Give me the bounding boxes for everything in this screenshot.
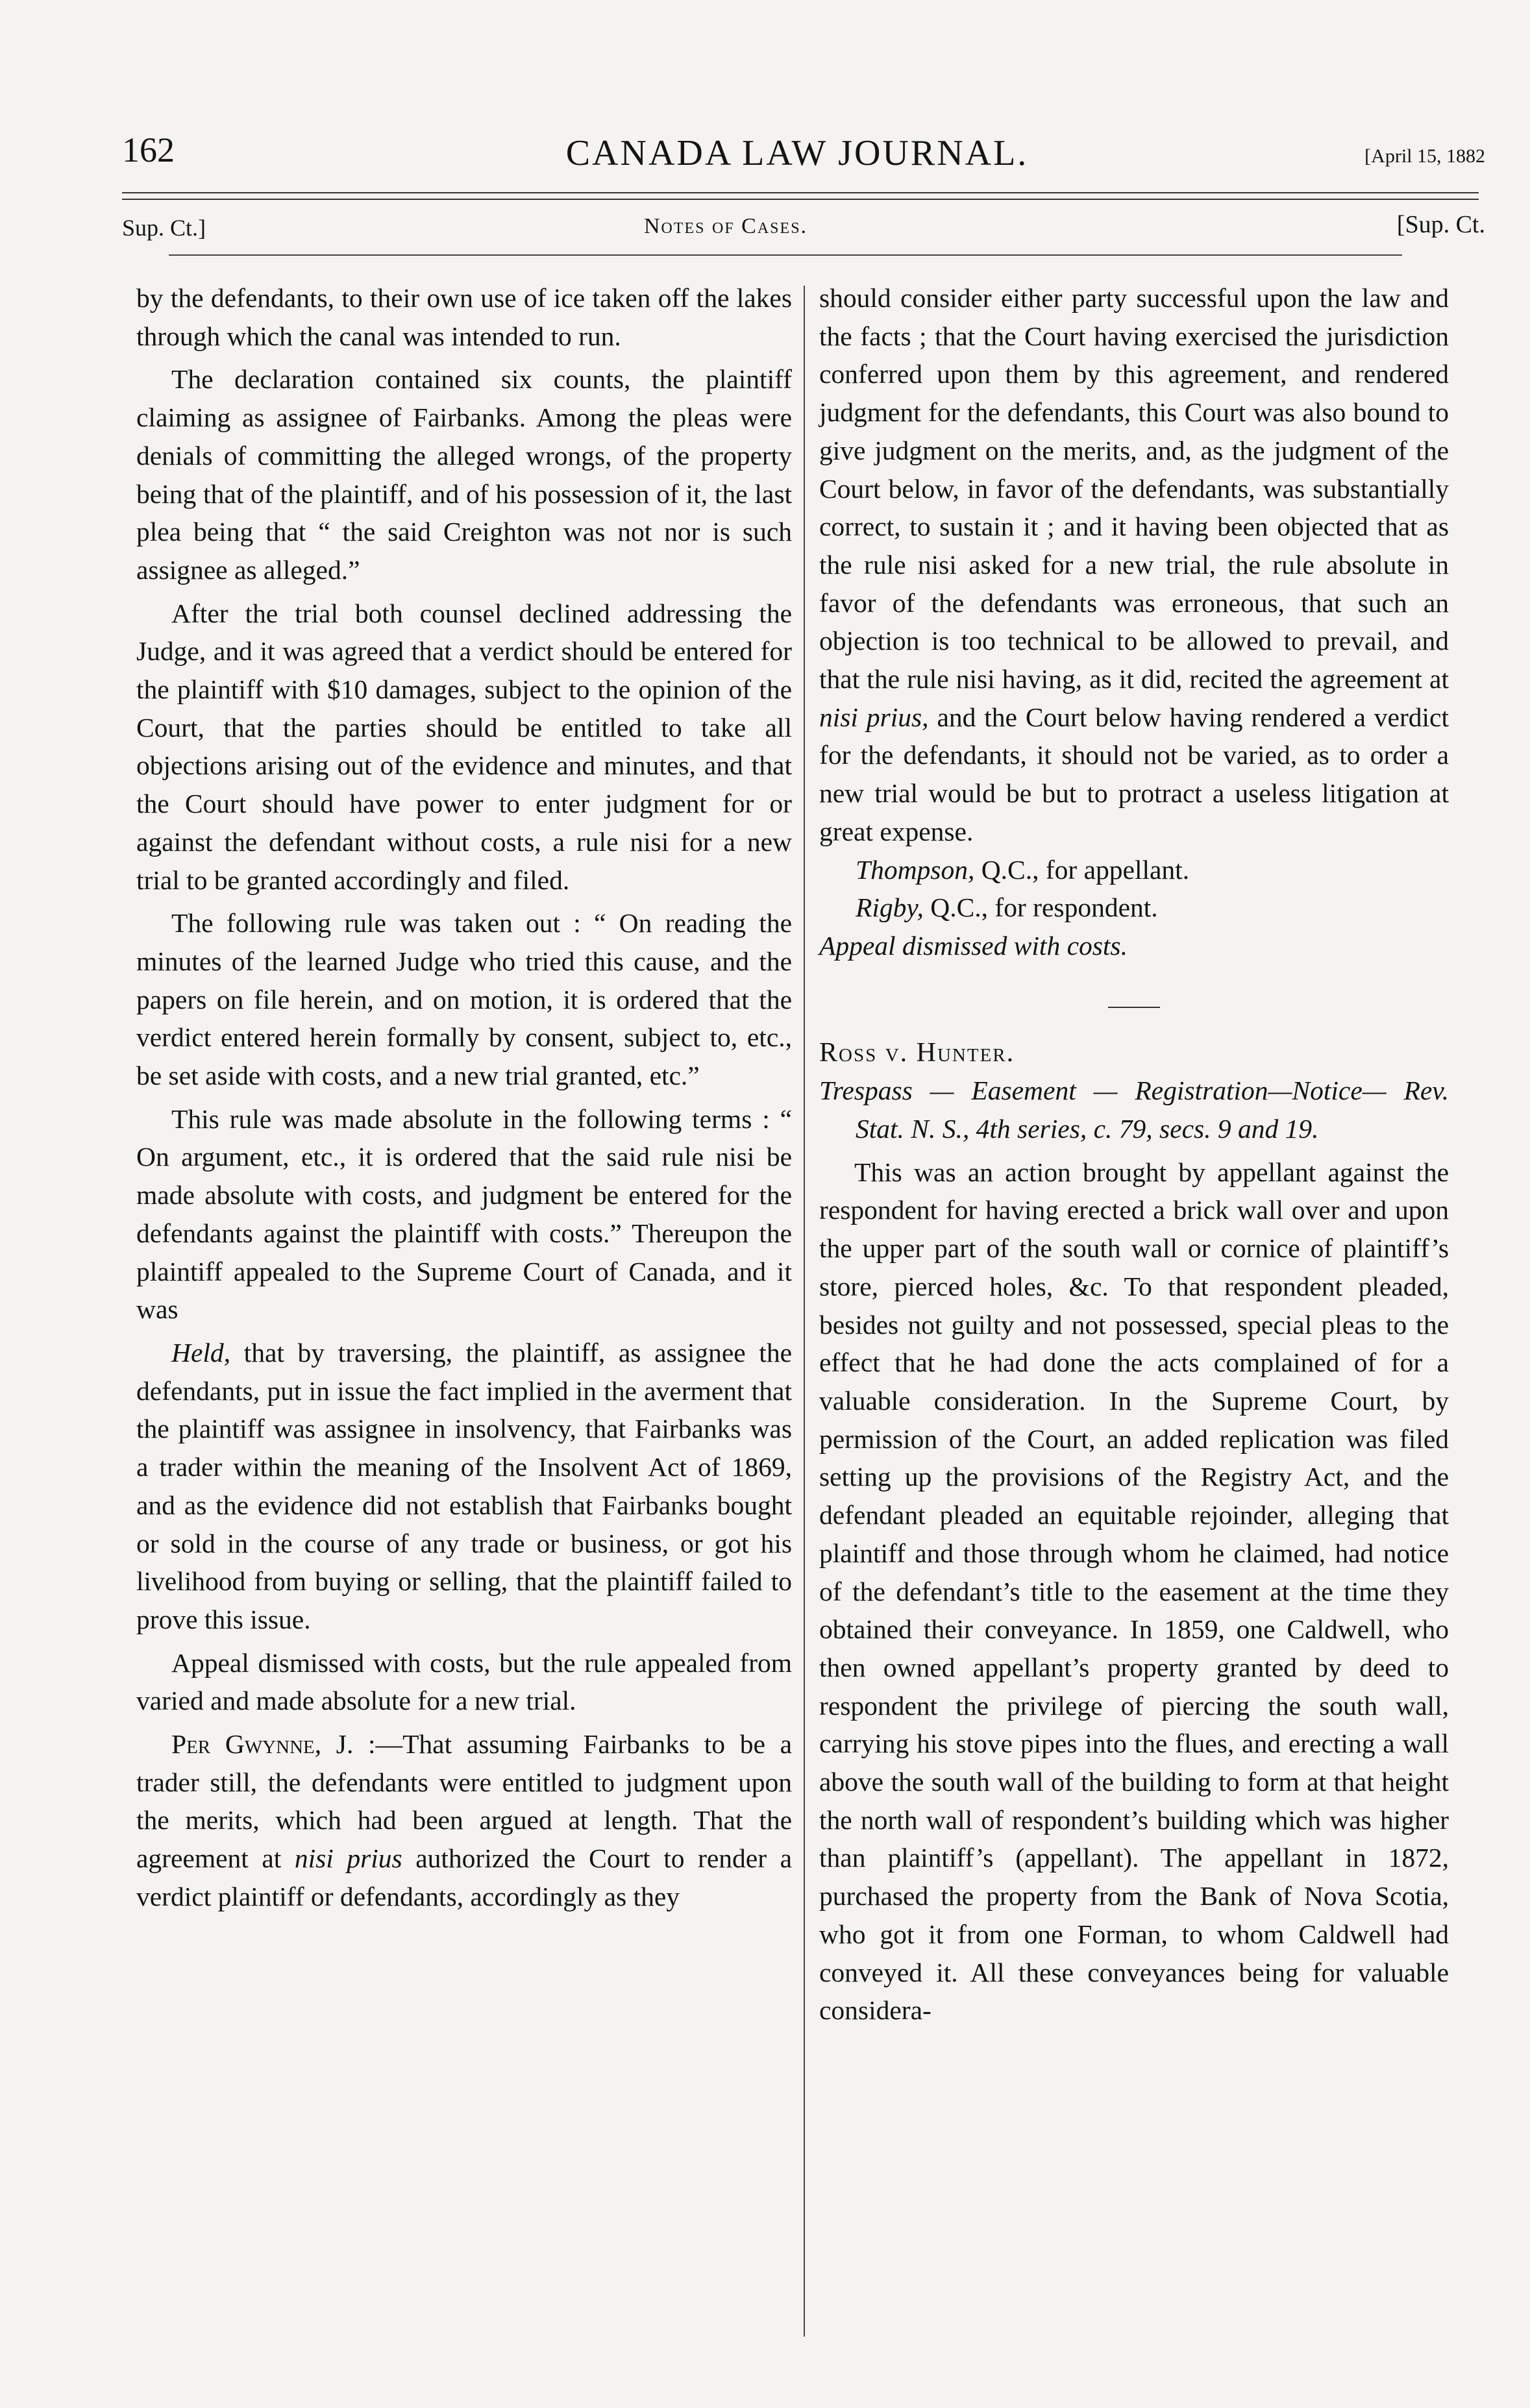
paragraph: The following rule was taken out : “ On reading the minutes of the learned Judge who tried this cause, and the papers on file herein, and on motion, it is ordered that the verdict entered herein formally by consent, subject to, etc., be set aside with costs, and a new trial granted, etc.” — [136, 908, 792, 1091]
header-rule — [122, 192, 1479, 193]
counsel-line — [819, 851, 1449, 889]
left-column — [136, 279, 792, 1916]
paragraph: Appeal dismissed with costs, but the rule appealed from varied and made absolute for a new trial. — [136, 1647, 792, 1716]
header-rule — [122, 199, 1479, 200]
counsel-role: Q.C., for respondent. — [923, 892, 1158, 923]
paragraph — [819, 279, 1449, 851]
paragraph: This rule was made absolute in the following terms : “ On argument, etc., it is ordered that the said rule nisi be made absolute with costs, and judgment be entered for the defendants against the plaintiff with costs.” Thereupon the plaintiff appealed to the Supreme Court of Canada, and it was — [136, 1103, 792, 1325]
held-lead: Held, — [171, 1337, 231, 1368]
running-head — [122, 130, 1485, 182]
paragraph: This was an action brought by appellant against the respondent for having erected a brick wall over and upon the upper part of the south wall or cornice of plaintiff’s store, pierced holes, &c. To that respondent pleaded, besides not guilty and not possessed, special pleas to the effect that he had done the acts complained of for a valuable consideration. In the Supreme Court, by permission of the Court, an added replication was filed setting up the provisions of the Registry Act, and the defendant pleaded an equitable rejoinder, alleging that plaintiff and those through whom he claimed, had notice of the defendant’s title to the easement at the time they obtained their conveyance. In 1859, one Caldwell, who then owned appellant’s property granted by deed to respondent the privilege of piercing the south wall, carrying his stove pipes into the flues, and erecting a wall above the south wall of the building to form at that height the north wall of respondent’s building which was higher than plaintiff’s (appellant). The appellant in 1872, purchased the property from the Bank of Nova Scotia, who got it from one Forman, to whom Caldwell had conveyed it. All these conveyances being for valuable considera- — [819, 1157, 1449, 2026]
case-outcome — [819, 927, 1449, 965]
outcome-text: Appeal dismissed with costs. — [819, 930, 1128, 961]
issue-date: [April 15, 1882 — [1364, 145, 1485, 167]
section-label-center: Notes of Cases. — [643, 214, 808, 238]
held-text: that by traversing, the plaintiff, as assignee the defendants, put in issue the fact implied in the averment that the plaintiff was assignee in insolvency, that Fairbanks was a trader within the meaning of the Insolvent Act of 1869, and as the evidence did not establish that Fairbanks bought or sold in the course of any trade or business, or got his livelihood from buying or selling, that the plaintiff failed to prove this issue. — [136, 1337, 792, 1634]
opinion-text: :—That assuming Fairbanks to be a trader still, the defendants were entitled to judgment upon the merits, which had been argued at length. That the agreement at — [136, 1729, 792, 1874]
paragraph: The declaration contained six counts, the plaintiff claiming as assignee of Fairbanks. Among the pleas were denials of committing the alleged wrongs, of the property being that of the plaintiff, and of his possession of it, the last plea being that “ the said Creighton was not nor is such assignee as alleged.” — [136, 364, 792, 585]
case-separator — [1108, 1007, 1160, 1008]
holding-paragraph — [136, 1334, 792, 1639]
counsel-name: Rigby, — [856, 892, 924, 923]
section-label-left: Sup. Ct.] — [122, 215, 206, 241]
latin-term: nisi prius, — [819, 702, 929, 732]
page-number: 162 — [122, 130, 175, 169]
opinion-text: authorized the Court to render a verdict plaintiff or defendants, accordingly as they — [136, 1843, 792, 1911]
section-rule — [169, 254, 1402, 256]
counsel-name: Thompson, — [856, 854, 975, 885]
judge-opinion-paragraph — [136, 1725, 792, 1916]
section-label-right: [Sup. Ct. — [1396, 211, 1485, 238]
paragraph-text: and the Court below having rendered a verdict for the defendants, it should not be varied, as to order a new trial would be but to protract a useless litigation at great expense. — [819, 702, 1449, 846]
column-divider — [804, 286, 805, 2337]
paragraph: by the defendants, to their own use of ice taken off the lakes through which the canal was intended to run. — [136, 283, 792, 351]
journal-title: CANADA LAW JOURNAL. — [565, 133, 1029, 173]
latin-term: nisi prius — [294, 1843, 402, 1874]
section-head — [122, 211, 1485, 253]
case-title: Ross v. Hunter. — [819, 1037, 1015, 1068]
counsel-role: Q.C., for appellant. — [974, 854, 1190, 885]
case-headnote: Trespass — Easement — Registration—Notice— Rev. Stat. N. S., 4th series, c. 79, secs. 9 and 19. — [819, 1075, 1449, 1144]
counsel-line — [819, 889, 1449, 927]
paragraph: After the trial both counsel declined addressing the Judge, and it was agreed that a verdict should be entered for the plaintiff with $10 damages, subject to the opinion of the Court, that the parties should be entitled to take all objections arising out of the evidence and minutes, and that the Court should have power to enter judgment for or against the defendant without costs, a rule nisi for a new trial to be granted accordingly and filed. — [136, 598, 792, 895]
judge-name: Per Gwynne, J. — [171, 1729, 354, 1760]
paragraph-text: should consider either party successful upon the law and the facts ; that the Court having exercised the jurisdiction conferred upon them by this agreement, and rendered judgment for the defendants, this Court was also bound to give judgment on the merits, and, as the judgment of the Court below, in favor of the defendants, was substantially correct, to sustain it ; and it having been objected that as the rule nisi asked for a new trial, the rule absolute in favor of the defendants was erroneous, that such an objection is too technical to be allowed to prevail, and that the rule nisi having, as it did, recited the agreement at — [819, 283, 1449, 694]
right-column — [819, 279, 1449, 2030]
